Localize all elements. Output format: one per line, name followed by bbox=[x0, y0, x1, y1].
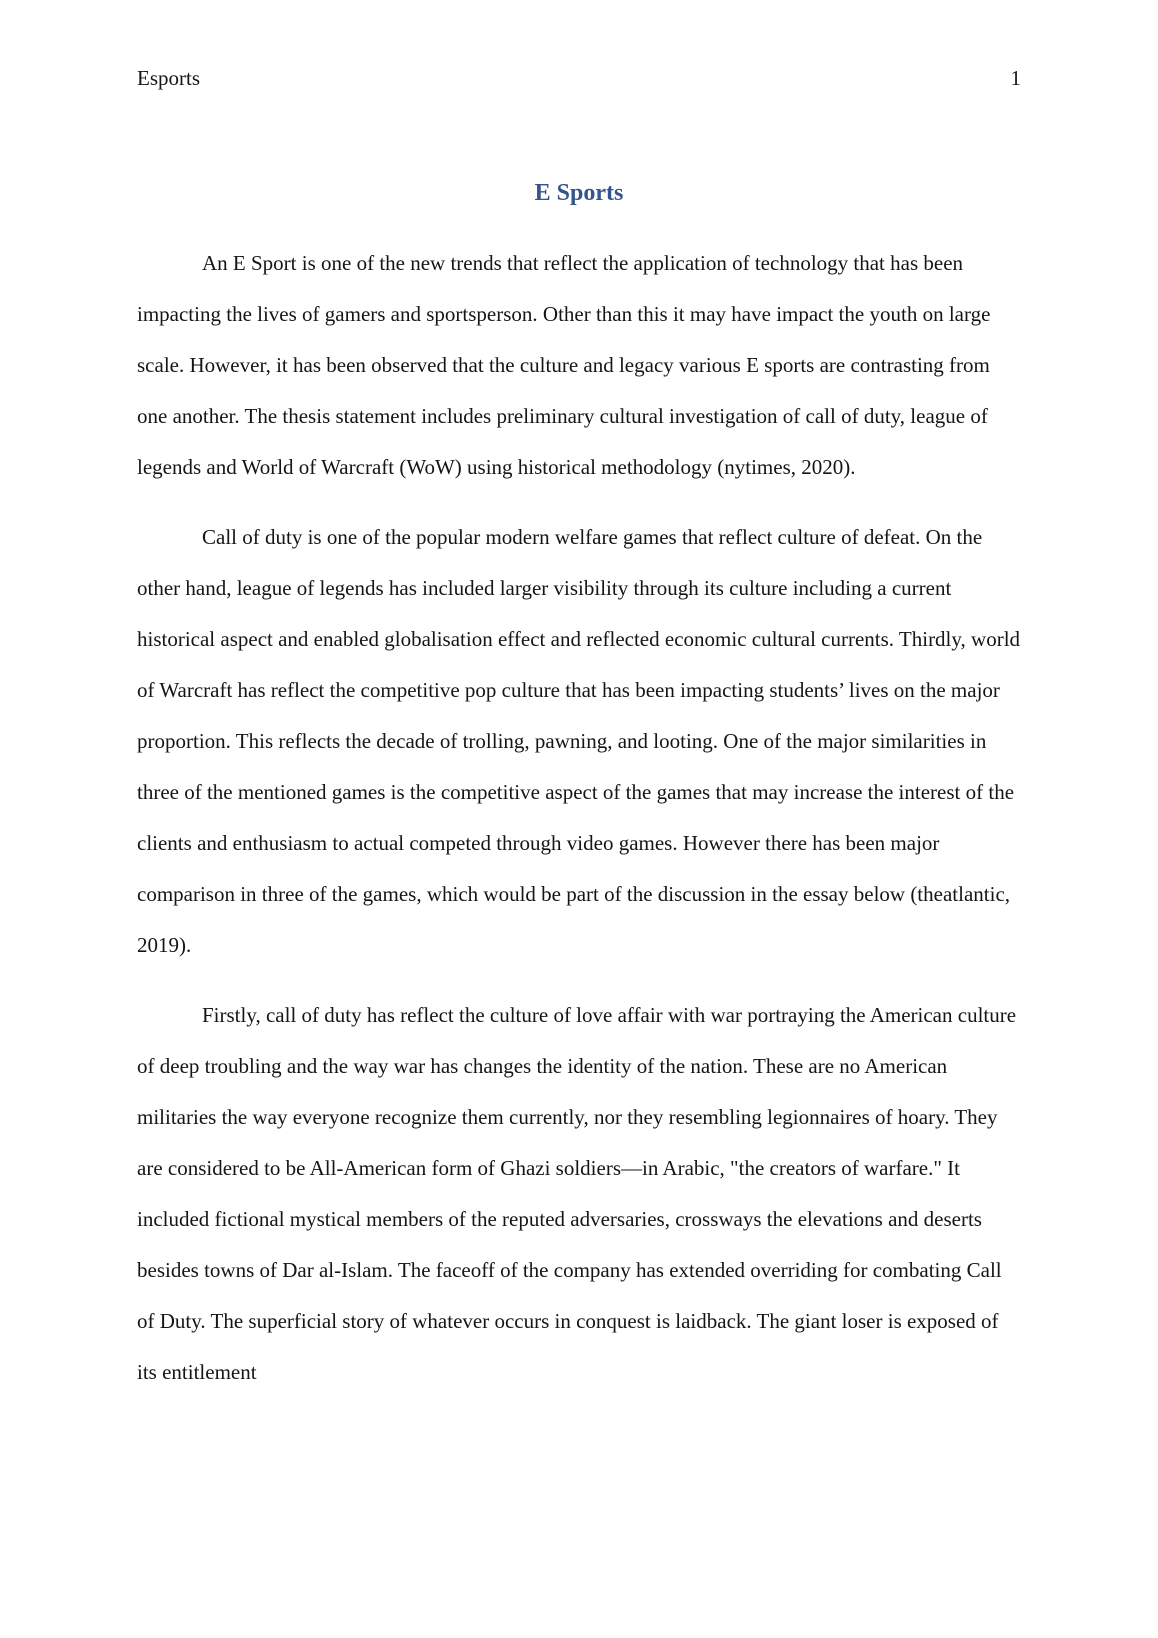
running-head: Esports bbox=[137, 66, 200, 90]
essay-body bbox=[137, 238, 1021, 1398]
essay-title: E Sports bbox=[534, 180, 624, 207]
paragraph: An E Sport is one of the new trends that reflect the application of technology that has been impacting the lives of gamers and sportsperson. Other than this it may have impact the youth on large scale. However, it has been observed that the culture and legacy various E sports are contrasting from one another. The thesis statement includes preliminary cultural investigation of call of duty, league of legends and World of Warcraft (WoW) using historical methodology (nytimes, 2020). bbox=[137, 250, 991, 479]
page-header bbox=[137, 66, 1021, 91]
paragraph: Call of duty is one of the popular modern welfare games that reflect culture of defeat. On the other hand, league of legends has included larger visibility through its culture including a current historical aspect and enabled globalisation effect and reflected economic cultural currents. Thirdly, world of Warcraft has reflect the competitive pop culture that has been impacting students’ lives on the major proportion. This reflects the decade of trolling, pawning, and looting. One of the major similarities in three of the mentioned games is the competitive aspect of the games that may increase the interest of the clients and enthusiasm to actual competed through video games. However there has been major comparison in three of the games, which would be part of the discussion in the essay below (theatlantic, 2019). bbox=[137, 524, 1021, 957]
page-number: 1 bbox=[1010, 66, 1021, 90]
paragraph: Firstly, call of duty has reflect the culture of love affair with war portraying the American culture of deep troubling and the way war has changes the identity of the nation. These are no American militaries the way everyone recognize them currently, nor they resembling legionnaires of hoary. They are considered to be All-American form of Ghazi soldiers—in Arabic, "the creators of warfare." It included fictional mystical members of the reputed adversaries, crossways the elevations and deserts besides towns of Dar al-Islam. The faceoff of the company has extended overriding for combating Call of Duty. The superficial story of whatever occurs in conquest is laidback. The giant loser is exposed of its entitlement bbox=[137, 1002, 1017, 1384]
